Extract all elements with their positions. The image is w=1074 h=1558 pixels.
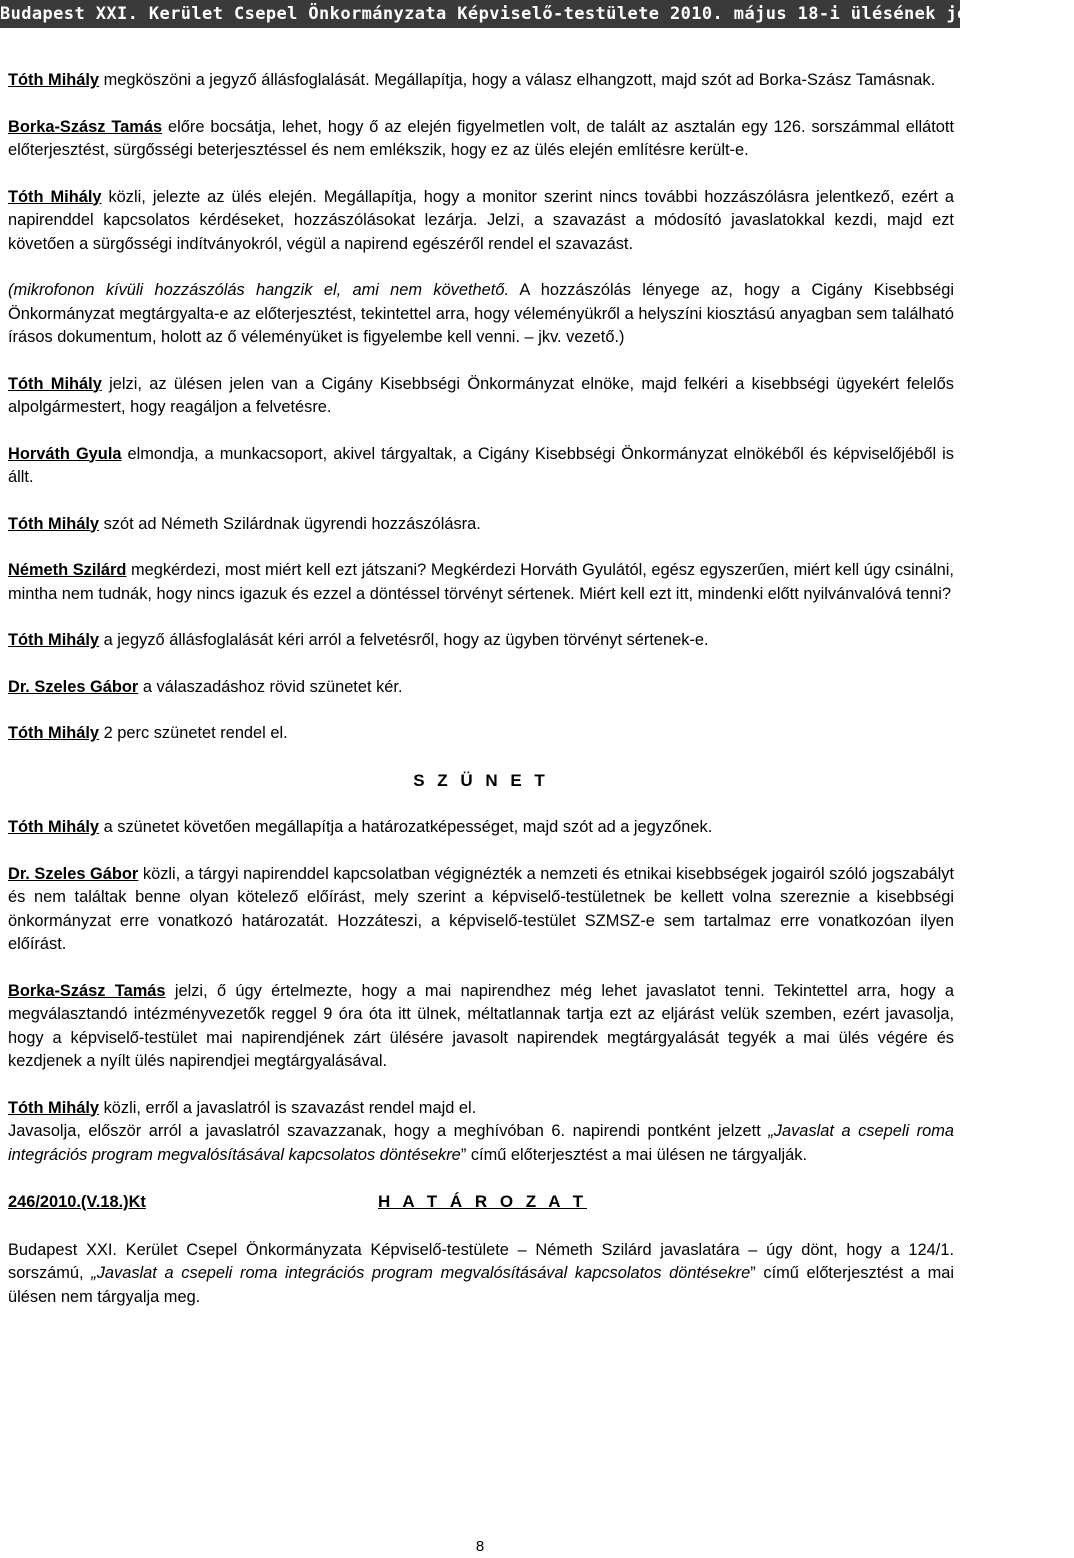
paragraph: [8, 1097, 954, 1121]
header-title: Budapest XXI. Kerület Csepel Önkormányzata Képviselő-testülete 2010. május 18-i ülésének jegyzőkönyve: [0, 4, 1074, 24]
resolution-header: [8, 1190, 954, 1215]
paragraph: [8, 373, 954, 420]
resolution-text: [8, 1239, 954, 1310]
paragraph-text: A hozzászólás lényege az, hogy a Cigány Kisebbségi Önkormányzat megtárgyalta-e az előterjesztést, tekintettel arra, hogy véleményükről a helyszíni kiosztású anyagban sem található írásos dokumentum, holott az ő véleményüket is figyelembe kell venni. – jkv. vezető.): [8, 281, 954, 346]
speaker-name: Tóth Mihály: [8, 818, 100, 836]
paragraph: [8, 116, 954, 163]
paragraph: [8, 279, 954, 350]
page-number: 8: [475, 1538, 485, 1555]
paragraph-text: elmondja, a munkacsoport, akivel tárgyaltak, a Cigány Kisebbségi Önkormányzat elnökéből és képviselőjéből is állt.: [8, 444, 955, 486]
paragraph-text: jelzi, az ülésen jelen van a Cigány Kisebbségi Önkormányzat elnöke, majd felkéri a kisebbségi ügyekért felelős alpolgármestert, hogy reagáljon a felvetésre.: [8, 374, 954, 416]
paragraph: [8, 443, 954, 490]
paragraph-text: a jegyző állásfoglalását kéri arról a felvetésről, hogy az ügyben törvényt sértenek-e.: [99, 631, 709, 649]
paragraph-text: szót ad Németh Szilárdnak ügyrendi hozzászólásra.: [99, 514, 481, 533]
paragraph-text: megköszöni a jegyző állásfoglalását. Megállapítja, hogy a válasz elhangzott, majd szót ad Borka-Szász Tamásnak.: [99, 71, 936, 89]
speaker-name: Tóth Mihály: [8, 631, 100, 649]
paragraph-text: a válaszadáshoz rövid szünetet kér.: [138, 677, 403, 696]
paragraph-text: Budapest XXI. Kerület Csepel Önkormányzata Képviselő-testülete – Németh Szilárd javaslatára – úgy dönt, hogy a 124/1. sorszámú,: [8, 1240, 954, 1282]
paragraph-text: ” című előterjesztést a mai ülésen nem tárgyalja meg.: [8, 1264, 954, 1306]
speaker-name: Tóth Mihály: [8, 374, 102, 393]
paragraph-text: közli, erről a javaslatról is szavazást rendel majd el.: [99, 1098, 477, 1117]
paragraph-text: Javasolja, először arról a javaslatról szavazzanak, hogy a meghívóban 6. napirendi pontként jelzett: [8, 1122, 769, 1140]
italic-title: „Javaslat a csepeli roma integrációs program megvalósításával kapcsolatos döntésekre: [8, 1122, 954, 1164]
paragraph-text: közli, a tárgyi napirenddel kapcsolatban végignézték a nemzeti és etnikai kisebbségek jogairól szóló jogszabályt és nem találtak benne olyan kötelező előírást, mely szerint a képviselő-testületnek be kellett volna szereznie a kisebbségi önkormányzat erre vonatkozó határozatát. Hozzáteszi, a képviselő-testület SZMSZ-e sem tartalmaz erre vonatkozóan ilyen előírást.: [8, 864, 954, 953]
italic-title: „Javaslat a csepeli roma integrációs program megvalósításával kapcsolatos döntésekre: [91, 1264, 751, 1282]
paragraph: [8, 863, 954, 957]
paragraph: [8, 816, 954, 840]
paragraph-text: megkérdezi, most miért kell ezt játszani? Megkérdezi Horváth Gyulától, egész egyszerűen, miért kell úgy csinálni, mintha nem tudnák, hogy nincs igazuk és ezzel a döntéssel törvényt sértenek. Miért kell ezt itt, mindenki előtt nyilvánvalóvá tenni?: [8, 561, 954, 603]
speaker-name: Horváth Gyula: [8, 444, 122, 463]
paragraph: [8, 559, 954, 606]
speaker-name: Dr. Szeles Gábor: [8, 864, 139, 883]
paragraph: [8, 629, 954, 653]
paragraph: [8, 1120, 954, 1167]
speaker-name: Dr. Szeles Gábor: [8, 677, 139, 696]
break-heading: S Z Ü N E T: [413, 770, 549, 790]
italic-note: (mikrofonon kívüli hozzászólás hangzik el, ami nem követhető.: [8, 281, 510, 299]
paragraph-text: 2 perc szünetet rendel el.: [99, 724, 288, 742]
speaker-name: Tóth Mihály: [8, 724, 100, 742]
paragraph-text: közli, jelezte az ülés elején. Megállapítja, hogy a monitor szerint nincs további hozzászólásra jelentkező, ezért a napirenddel kapcsolatos kérdéseket, hozzászólásokat lezárja. Jelzi, a szavazást a módosító javaslatokkal kezdi, majd ezt követően a sürgősségi indítványokról, végül a napirend egészéről rendel el szavazást.: [8, 187, 954, 253]
speaker-name: Borka-Szász Tamás: [8, 117, 163, 136]
document-header: [0, 0, 1074, 28]
paragraph: [8, 980, 954, 1074]
paragraph: [8, 722, 954, 746]
paragraph: [8, 186, 954, 257]
speaker-name: Tóth Mihály: [8, 514, 100, 533]
speaker-name: Németh Szilárd: [8, 561, 127, 579]
paragraph: [8, 513, 954, 537]
paragraph-text: előre bocsátja, lehet, hogy ő az elején figyelmetlen volt, de talált az asztalán egy 126. sorszámmal ellátott előterjesztést, sürgősségi beterjesztéssel és nem emlékszik, hogy ez az ülés elején említésre került-e.: [8, 117, 954, 159]
speaker-name: Borka-Szász Tamás: [8, 981, 166, 1000]
paragraph-text: ” című előterjesztést a mai ülésen ne tárgyalják.: [460, 1145, 807, 1164]
speaker-name: Tóth Mihály: [8, 187, 102, 206]
speaker-name: Tóth Mihály: [8, 1098, 100, 1117]
paragraph: [8, 69, 954, 93]
resolution-title: H A T Á R O Z A T: [378, 1192, 588, 1211]
speaker-name: Tóth Mihály: [8, 71, 100, 89]
paragraph-text: a szünetet követően megállapítja a határozatképességet, majd szót ad a jegyzőnek.: [99, 818, 713, 836]
resolution-number: 246/2010.(V.18.)Kt: [8, 1193, 146, 1211]
document-body: [8, 69, 954, 1332]
paragraph: [8, 676, 954, 700]
paragraph-text: jelzi, ő úgy értelmezte, hogy a mai napirendhez még lehet javaslatot tenni. Tekintettel arra, hogy a megválasztandó intézményvezetők reggel 9 óra óta itt ülnek, méltatlannak tartja ezt az eljárást velük szemben, ezért javasolja, hogy a képviselő-testület mai napirendjének zárt ülésére javasolt napirendek megtárgyalását tegyék a mai ülés végére és kezdjenek a nyílt ülés napirendjei megtárgyalásával.: [8, 981, 954, 1070]
